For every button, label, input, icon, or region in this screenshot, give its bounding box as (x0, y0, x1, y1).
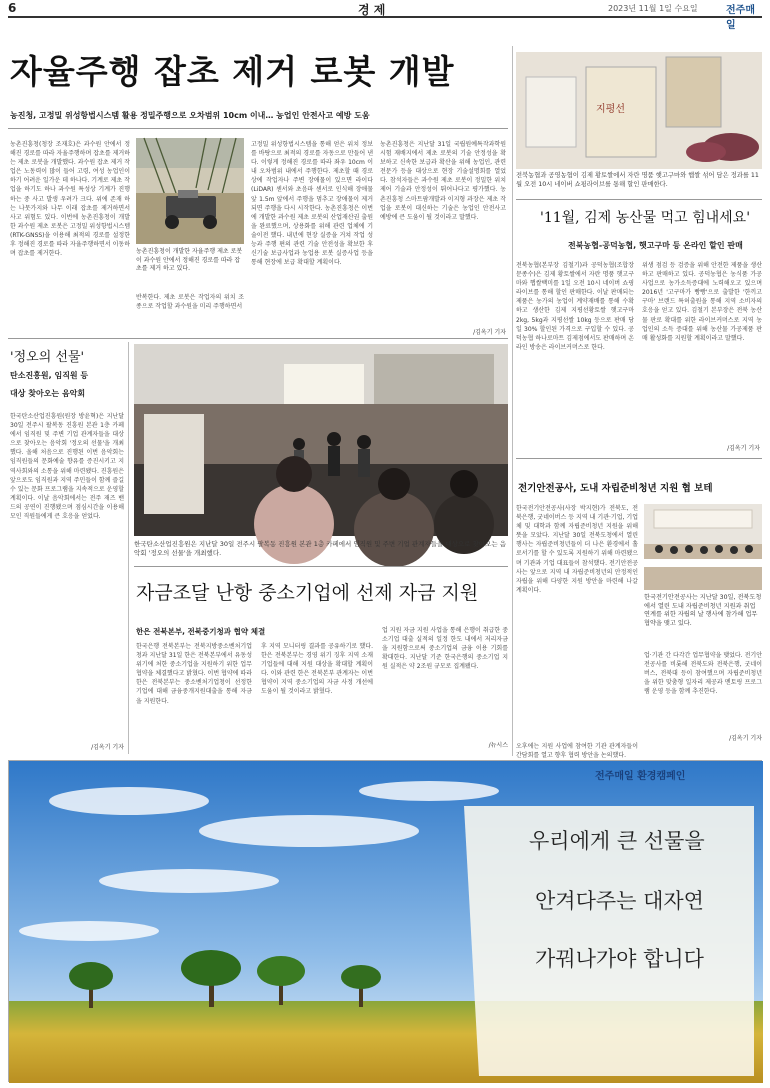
gift-caption: 한국탄소산업진흥원은 지난달 30일 전주시 팔복동 진흥원 본관 1층 카페에서 임직원 및 주변 기업 관계자들을 대상으로 찾아오는 음악회 '정오의 선물'을 개최했다. (134, 540, 506, 557)
kim-subhead: 전북농협-공덕농협, 햇고구마 등 온라인 할인 판매 (568, 241, 743, 250)
loan-subhead: 한은 전북본부, 전북중기청과 협약 체결 (136, 627, 266, 636)
robot-col4: 농촌진흥청은 지난달 31일 국립원예특작과학원 시험 재배지에서 제초 로봇의 기술 안정성을 확보하고 신속한 보급과 확산을 위해 농업인, 관련 전문가 등을 대상으로 현장 기술설명회를 열었다. 참석자들은 과수원 제초 로봇이 정밀한 위치 제어 기술과 안정성이 뛰어나다고 평가했다. 농촌진흥청 스마트팜개발과 이지형 과장은 제초 작업을 로봇이 대신하는 기술은 농업인 안전사고 예방에 큰 도움이 될 것이라고 말했다. (380, 141, 506, 221)
gift-byline: /김옥기 기자 (91, 744, 124, 751)
kim-headline: '11월, 김제 농산물 먹고 힘내세요' (540, 210, 751, 226)
safety-headline: 전기안전공사, 도내 자립준비청년 지원 협 보테 (518, 483, 713, 494)
gift-sub1: 탄소진흥원, 임직원 등 (10, 371, 89, 380)
divider (134, 566, 508, 567)
loan-col4: 오후에는 지원 사업에 참여한 기관 관계자들이 간담회를 열고 향후 협력 방안을 논의했다. (516, 743, 638, 760)
robot-caption: 농촌진흥청이 개발한 자율주행 제초 로봇이 과수원 안에서 정해진 경로를 따라 잡초를 제거 하고 있다. (136, 248, 243, 272)
loan-headline: 자금조달 난항 중소기업에 선제 자금 지원 (136, 582, 479, 604)
svg-text:지평선: 지평선 (596, 104, 625, 115)
newspaper-logo: 전주매일 (726, 5, 755, 31)
divider (8, 338, 508, 339)
kim-caption: 전북농협과 공영농협이 김제 황토쌀에서 자란 명품 햇고구마와 햅쌀 섞어 담은 정과를 11월 오전 10시 네이버 쇼핑라이브를 통해 할인 판매한다. (516, 172, 759, 188)
section-title: 경 제 (358, 3, 386, 17)
issue-date: 2023년 11월 1일 수요일 (608, 4, 698, 13)
loan-col1: 한국은행 전북본부는 전북지방중소벤처기업청과 지난달 31일 한은 전북본부에서 유동성 위기에 처한 중소기업을 지원하기 위한 업무협약을 체결했다고 밝혔다. 이번 협약에 따라 한은 전북본부는 중소벤처기업청이 선정한 기업에 대해 금융중개지원대출을 통해 자금을 지원한다. (136, 643, 252, 705)
robot-col2: 반복한다. 제초 로봇은 작업자의 위치 조종으로 작업할 과수원을 미리 주행하면서 (136, 294, 244, 311)
robot-byline: /김옥기 기자 (473, 329, 506, 336)
loan-col3: 업 지원 자금 지원 사업을 통해 은행이 취급한 중소기업 대출 실적의 일정 한도 내에서 저리자금을 지원함으로써 중소기업의 금융 이용 기회를 확대한다. 지난달 기준 한국은행의 중소기업 지원 실적은 약 2조원 규모로 집계됐다. (382, 627, 508, 671)
campaign-ad (8, 760, 762, 1082)
column-rule (128, 342, 129, 754)
robot-col3: 고정밀 위성항법시스템을 통해 얻은 위치 정보를 바탕으로 최적의 경로를 자동으로 만들어 낸다. 이렇게 정해진 경로를 따라 좌우 10cm 이내 오차범위 내에서 주행한다. 제초할 때 경로 상에 작업자나 주변 장애물이 있으면 라이다(LiDAR) 센서와 초음파 센서로 인식해 장애물 앞 1.5m 앞에서 주행을 멈추고 장애물이 제거되면 주행을 다시 시작한다. 농촌진흥청은 이번에 개발한 과수원 제초 로봇의 산업재산권 출원을 완료했으며, 상용화를 위해 관련 업체에 기술이전 했다. 내년에 현장 실증을 거쳐 작업 성능과 주행 편의 관련 기술 안전성을 확보한 후 신기술 보급사업과 농업용 로봇 실증사업 등을 통해 현장에 보급 확대할 계획이다. (251, 141, 373, 267)
product-photo (516, 52, 762, 169)
gift-body: 한국탄소산업진흥원(원장 방윤혁)은 지난달 30일 전주시 팔복동 진흥원 본관 1층 카페에서 임직원 및 주변 기업 관계자들을 대상으로 찾아오는 음악회 '정오의 선물'을 개최했다. 올해 처음으로 진행된 이번 음악회는 임직원들의 문화예술 향유를 증진시키고 지역사회와의 소통을 위해 마련됐다. 진흥원은 앞으로도 임직원과 지역 주민들이 함께 즐길 수 있는 문화 프로그램을 지속적으로 운영할 계획이다. 이날 음악회에서는 전주 재즈 밴드의 공연이 진행됐으며 점심시간을 이용해 모인 직원들에게 큰 호응을 얻었다. (10, 413, 124, 521)
loan-col2: 후 지역 모니터링 결과를 공유하기로 했다. 한은 전북본부는 경영 위기 징후 지역 소재 기업들에 대해 지원 대상을 확대할 계획이다. 이와 관련 한은 전북본부 관계자는 이번 협약이 지역 중소기업의 자금 사정 개선에 도움이 될 것이라고 밝혔다. (261, 643, 373, 696)
concert-photo (134, 344, 508, 536)
robot-col1: 농촌진흥청(청장 조재호)은 과수원 안에서 정해진 경로를 따라 자율주행하며 잡초를 제거하는 제초 로봇을 개발했다. 과수원 잡초 제거 작업은 노동력이 많이 들어 고령, 여성 농업인이 하기 어려운 일가운 데 하나다. 기계로 제초 작업을 하기도 하나 과수원 특성상 기계가 진행하는 중 사고 발생 우려가 크다. 위에 존재 하는 나뭇가지와 나무 이래 잡초를 제거하면서 사고 위험도 있다. 이번에 농촌진흥청이 개발한 과수원 제초 로봇은 고정밀 위성항법시스템(RTK-GNSS)을 이용해 최적의 경로를 설정한 후 정해진 경로를 따라 자율주행하면서 이동하며 잡초를 제거한다. (10, 141, 130, 258)
divider (516, 458, 762, 459)
robot-headline: 자율주행 잡초 제거 로봇 개발 (10, 52, 455, 91)
page-header (8, 0, 762, 31)
campaign-tag: 전주매일 환경캠페인 (595, 771, 686, 782)
kim-byline: /김옥기 기자 (727, 445, 760, 452)
kim-col1: 전북농협(본부장 김철기)과 공덕농협(조합장 문종수)은 김제 황토쌀에서 자란 명품 햇고구마와 햅쌀백미를 1일 오전 10시 네이버 쇼핑라이브를 통해 할인 판매한다. 이날 판매되는 제품은 농가의 농업이 계약재배를 통해 수확하고 생산한 김제 지평선황토쌀 햇고구마 2kg, 5kg과 지평선쌀 10kg 등으로 판매 당일 30% 할인된 가격으로 구입할 수 있다. 공덕농협 하나로마트 김제점에서도 판매하며 온라인 방송은 라이브커머스로 한다. (516, 262, 634, 351)
gift-sub2: 대상 찾아오는 음악회 (10, 389, 86, 398)
kim-col2: 위생 점검 등 검증을 위해 안전한 제품을 생산하고 판매하고 있다. 공덕농협은 농식품 가공사업으로 농가소득증대에 노력해오고 있으며 2016년 '고구마가 빵빵'으로 출발한 '한끼고구마' 브랜드 특허출원을 통해 지역 소비자의 호응을 얻고 있다. 김철기 본부장은 전북 농산물 판로 확대를 위한 라이브커머스로 지역 농업인의 소득 증대를 위해 농산물 가공제품 판매 활성화를 지원할 계획이라고 말했다. (642, 262, 762, 342)
robot-photo (136, 138, 244, 244)
page-number: 6 (8, 1, 17, 15)
safety-byline: /김옥기 기자 (729, 735, 762, 742)
divider (8, 128, 508, 129)
safety-col2: 업·기관 간 다각간 업무협약을 맺었다. 전기안전공사를 비롯해 전북도와 전북은행, 굿네이버스, 전북대 등이 참여했으며 자립준비청년을 위한 맞춤형 일자리 제공과 멘토링 프로그램 운영 등을 함께 추진한다. (644, 652, 762, 696)
campaign-line2: 안겨다주는 대자연 (535, 889, 704, 913)
campaign-line1: 우리에게 큰 선물을 (529, 829, 705, 853)
campaign-line3: 가꿔나가야 합니다 (535, 947, 704, 971)
column-rule (512, 46, 513, 756)
safety-col1: 한국전기안전공사(사장 박지현)가 전북도, 전북은행, 굿네이버스 등 지역 내 기관·기업, 기업체 및 대학과 함께 자립준비청년 지원을 위해 뜻을 모았다. 지난달 30일 전북도청에서 열린 행사는 자립준비청년들이 더 나은 환경에서 홀로서기를 할 수 있도록 지원하기 위해 마련됐으며 기관과 기업 대표들이 참석했다. 전기안전공사는 앞으로 지역 내 자립준비청년의 안정적인 자립을 위해 다양한 지원 방안을 마련해 나갈 계획이다. (516, 505, 638, 594)
loan-byline: /뉴시스 (488, 742, 508, 749)
robot-subhead: 농진청, 고정밀 위성항법시스템 활용 정밀주행으로 오차범위 10cm 이내… 농업인 안전사고 예방 도움 (10, 111, 370, 120)
safety-caption: 한국전기안전공사는 지난달 30일, 전북도청에서 열린 도내 자립준비청년 지원과 취업 연계를 위한 자립의 날 행사에 참가해 업무협약을 맺고 있다. (644, 594, 762, 627)
divider (516, 199, 762, 200)
safety-photo (644, 504, 762, 590)
gift-tag: '정오의 선물' (10, 350, 85, 365)
